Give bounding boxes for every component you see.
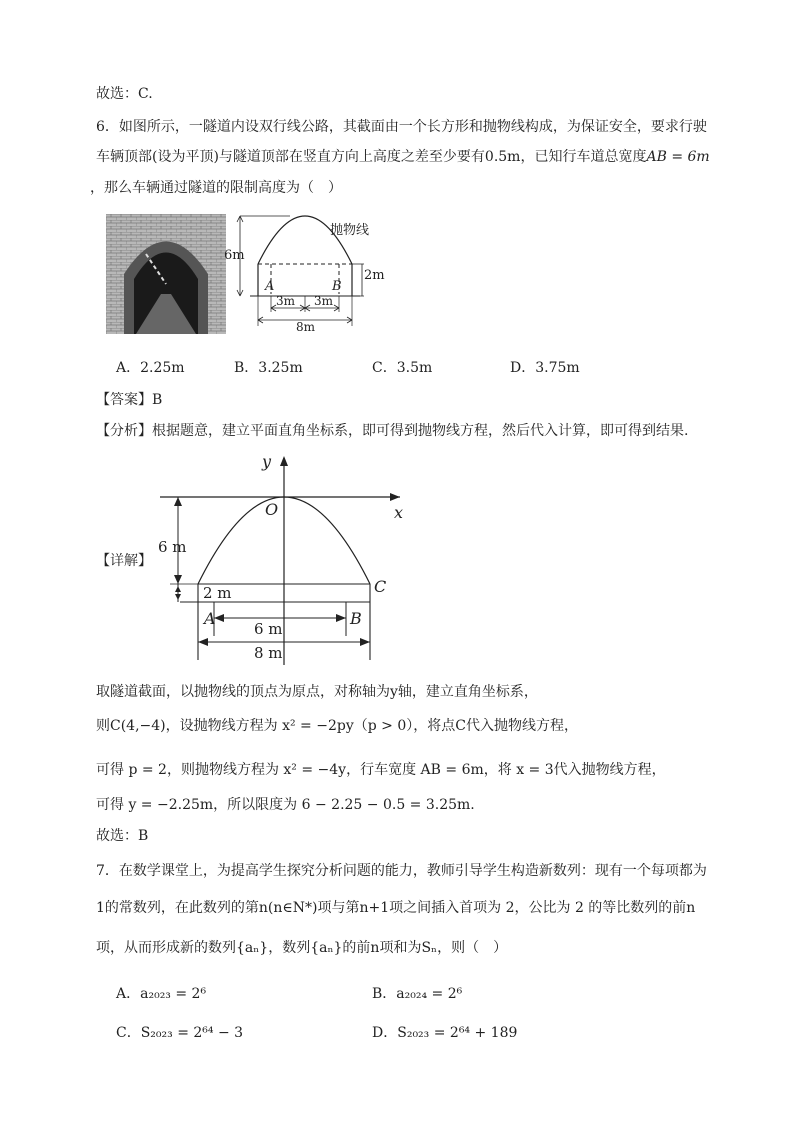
fig1-label-A: A — [265, 279, 275, 294]
fig1-h2: 2m — [364, 268, 385, 283]
q7-line1: 7．在数学课堂上，为提高学生探究分析问题的能力，教师引导学生构造新数列：现有一个每项都为 — [96, 863, 707, 879]
fig1-h6: 6m — [224, 248, 245, 263]
q6-option-c: C．3.5m — [372, 360, 433, 376]
q6-solution-line1: 取隧道截面，以抛物线的顶点为原点，对称轴为y轴，建立直角坐标系， — [96, 684, 538, 700]
q6-solution-line4: 可得 y = −2.25m，所以限度为 6 − 2.25 − 0.5 = 3.25m. — [96, 797, 475, 813]
q6-analysis: 【分析】根据题意，建立平面直角坐标系，即可得到抛物线方程，然后代入计算，即可得到结果. — [96, 423, 689, 439]
fig1-w3a: 3m — [276, 294, 296, 308]
q6-solution-line2: 则C(4,−4)，设抛物线方程为 x² = −2py（p > 0），将点C代入抛物线方程， — [96, 718, 578, 734]
q6-line2 — [96, 147, 710, 167]
q6-answer: 【答案】B — [96, 392, 163, 408]
q6-option-b: B．3.25m — [234, 360, 303, 376]
q6-line2-math: AB = 6m — [646, 149, 710, 165]
fig2-label-C: C — [374, 577, 387, 596]
q7-option-a: A．a₂₀₂₃ = 2⁶ — [116, 986, 207, 1002]
fig2-h2: 2 m — [203, 584, 232, 602]
fig2-label-B: B — [350, 609, 362, 628]
fig1-label-B: B — [332, 279, 342, 294]
q7-line3: 项，从而形成新的数列{aₙ}，数列{aₙ}的前n项和为Sₙ，则（ ） — [96, 940, 508, 956]
q6-detail-tag: 【详解】 — [96, 553, 152, 569]
q6-line2-text: 车辆顶部(设为平顶)与隧道顶部在竖直方向上高度之差至少要有0.5m，已知行车道总宽度 — [96, 149, 647, 165]
q7-option-c: C．S₂₀₂₃ = 2⁶⁴ − 3 — [116, 1025, 244, 1041]
q6-solution-line3: 可得 p = 2，则抛物线方程为 x² = −4y，行车宽度 AB = 6m，将 x = 3代入抛物线方程， — [96, 762, 666, 778]
fig2-w8: 8 m — [254, 644, 283, 662]
q6-final-answer: 故选：B — [96, 828, 149, 844]
previous-answer: 故选：C. — [96, 86, 153, 102]
q6-line3: ，那么车辆通过隧道的限制高度为（ ） — [90, 180, 342, 196]
q6-option-a: A．2.25m — [116, 360, 185, 376]
q7-option-b: B．a₂₀₂₄ = 2⁶ — [372, 986, 463, 1002]
fig1-w3b: 3m — [314, 294, 334, 308]
q7-line2: 1的常数列，在此数列的第n(n∈N*)项与第n+1项之间插入首项为 2，公比为 2 的等比数列的前n — [96, 900, 696, 916]
q7-option-d: D．S₂₀₂₃ = 2⁶⁴ + 189 — [372, 1025, 518, 1041]
q6-option-d: D．3.75m — [510, 360, 580, 376]
tunnel-photo — [106, 214, 226, 334]
fig2-origin-label: O — [265, 500, 279, 519]
fig2-h6: 6 m — [158, 538, 187, 556]
tunnel-photo-image — [106, 214, 226, 334]
fig2-w6: 6 m — [254, 620, 283, 638]
coordinate-diagram — [150, 450, 420, 670]
fig2-x-label: x — [394, 503, 404, 522]
fig2-label-A: A — [204, 609, 216, 628]
fig1-w8: 8m — [296, 320, 316, 334]
fig2-y-label: y — [262, 452, 272, 471]
q6-line1: 6．如图所示，一隧道内设双行线公路，其截面由一个长方形和抛物线构成，为保证安全，要求行驶 — [96, 119, 707, 135]
fig1-parabola-label: 抛物线 — [330, 223, 370, 238]
